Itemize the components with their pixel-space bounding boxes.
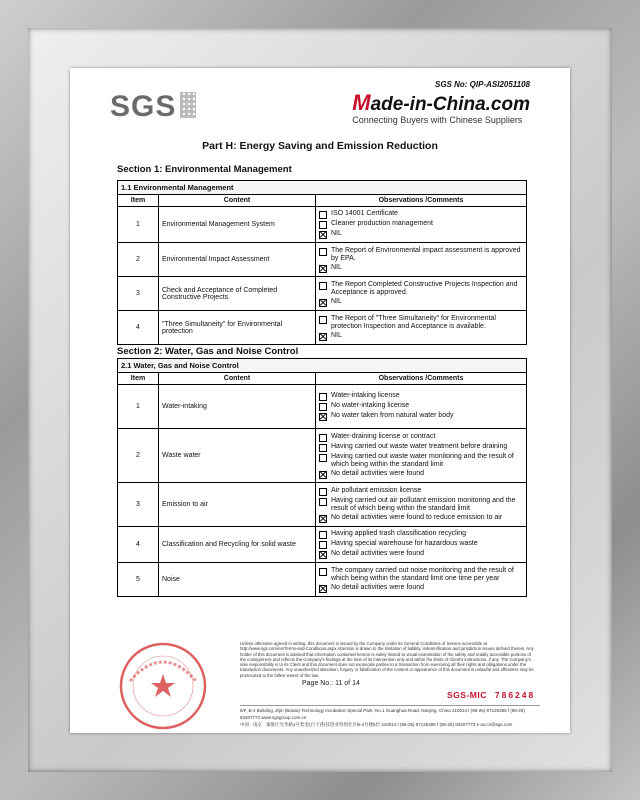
section1-subtitle: 1.1 Environmental Management [118,181,527,195]
observation-text: NIL [331,263,342,271]
observation-text: The company carried out noise monitoring and the result of which being within the standard limit one time per year [331,566,514,582]
observation-text: Cleaner production management [331,220,433,227]
col-content-header: Content [159,195,316,207]
empty-checkbox-icon [319,531,327,539]
footer-disclaimer: Unless otherwise agreed in writing, this document is issued by the Company under its General Conditions of Service accessible at http://www.sgs.com/en/Terms-and-Conditions.aspx Attention is drawn to the limitation of liability, indemnification and jurisdiction issues defined therein. Any holder of this document is advised that information contained hereon is solely limited to visual examination of the safety and readily accessible portions of the consignment and reflects the Company's findings at the time of its intervention only and within the limits of Client's instructions, if any. The Company's sole responsibility is to its Client and this document does not exonerate parties to a transaction from exercising all their rights and obligations under the transaction documents. Any unauthorized alteration, forgery or falsification of the content or appearance of this document is unlawful and offenders may be prosecuted to the fullest extent of the law. [240,641,534,678]
table-row [118,429,527,483]
observation-line [319,402,523,411]
item-number: 1 [118,207,159,243]
observation-line [319,470,523,479]
table-row [118,527,527,563]
checked-box-icon [319,265,327,273]
empty-checkbox-icon [319,454,327,462]
observation-text: No detail activities were found [331,583,424,591]
empty-checkbox-icon [319,568,327,576]
observation-line [319,298,523,307]
sgs-logo-grid-icon [180,92,196,118]
observations-cell [316,483,527,527]
observation-text: Having carried out waste water treatment before draining [331,442,508,450]
item-number: 4 [118,311,159,345]
item-number: 2 [118,243,159,277]
sgs-number: SGS No: QIP-ASI2051108 [435,80,530,89]
observations-cell [316,311,527,345]
checked-box-icon [319,585,327,593]
checked-box-icon [319,299,327,307]
observation-text: No water taken from natural water body [331,412,454,419]
observation-line [319,392,523,401]
checked-box-icon [319,515,327,523]
checked-box-icon [319,551,327,559]
observation-text: Having special warehouse for hazardous waste [331,540,478,547]
table-row [118,563,527,597]
observation-text: The Report Completed Constructive Projects Inspection and Acceptance is approved. [331,280,518,296]
content-cell: "Three Simultaneity" for Environmental protection [159,311,316,345]
table-row [118,207,527,243]
observation-line [319,315,523,331]
content-cell: Emission to air [159,483,316,527]
empty-checkbox-icon [319,403,327,411]
col-item-header: Item [118,195,159,207]
observation-line [319,530,523,539]
observation-text: No detail activities were found [331,550,424,557]
item-number: 5 [118,563,159,597]
mark-label: SGS-MIC [447,690,487,700]
content-cell: Noise [159,563,316,597]
made-in-china-logo [352,90,530,125]
sgs-logo [110,90,176,124]
observations-cell [316,243,527,277]
item-number: 1 [118,385,159,429]
observation-line [319,584,523,593]
company-seal-stamp [118,641,208,731]
table-row [118,311,527,345]
observation-text: The Report of "Three Simultaneity" for Environmental protection Inspection and Acceptance is available. [331,314,496,330]
observation-line [319,247,523,263]
observation-text: Air pollutant emission license [331,486,422,494]
table-row [118,277,527,311]
observation-text: ISO 14001 Certificate [331,210,398,217]
content-cell: Check and Acceptance of Completed Constructive Projects [159,277,316,311]
observation-text: Water-draining license or contract [331,432,436,440]
observation-text: No detail activities were found [331,469,424,477]
observations-cell [316,563,527,597]
checked-box-icon [319,413,327,421]
observations-cell [316,385,527,429]
content-cell: Environmental Management System [159,207,316,243]
empty-checkbox-icon [319,488,327,496]
observation-line [319,220,523,229]
observation-line [319,332,523,341]
observation-text: Having carried out waste water monitoring and the result of which being within the standard limit [331,452,514,468]
sgs-mic-mark [447,690,535,700]
col-obs-header: Observations /Comments [316,373,527,385]
table-row [118,385,527,429]
observation-line [319,412,523,421]
address-cn: 中国 · 南京 · 秦淮区光华路1号紫金(白下)科技创业特别社区B-4号楼5层 210014 t (86-25) 87125395 f (86-25) 83407773 e as.cn@sgs.com [240,722,513,727]
observations-cell [316,207,527,243]
observation-line [319,433,523,442]
content-cell: Water-intaking [159,385,316,429]
item-number: 2 [118,429,159,483]
observation-line [319,264,523,273]
content-cell: Environmental Impact Assessment [159,243,316,277]
observation-text: Having applied trash classification recycling [331,530,467,537]
section2-subtitle: 2.1 Water, Gas and Noise Control [118,359,527,373]
col-item-header: Item [118,373,159,385]
observation-text: NIL [331,331,342,339]
observation-line [319,443,523,452]
address-en: 5/F, B-4 Building, Zijin (Baixia) Technology Incubation Special Park, No.1 Guanghua Road, Nanjing, China 210014 t (86-25) 87125395 f (86-25) 83407773 www.sgsgroup.com.cn [240,708,525,720]
page-number: Page No.: 11 of 14 [302,680,360,687]
observations-cell [316,527,527,563]
mic-logo-m: M [352,90,371,115]
mark-number: 786248 [494,690,536,700]
mic-tagline: Connecting Buyers with Chinese Suppliers [352,115,523,125]
observation-text: Water-intaking license [331,392,400,399]
observation-line [319,567,523,583]
checked-box-icon [319,471,327,479]
part-title: Part H: Energy Saving and Emission Reduction [202,140,438,152]
section2-table [117,358,527,597]
observation-line [319,281,523,297]
observation-text: No detail activities were found to reduce emission to air [331,513,503,521]
observation-line [319,550,523,559]
empty-checkbox-icon [319,221,327,229]
empty-checkbox-icon [319,211,327,219]
col-obs-header: Observations /Comments [316,195,527,207]
observation-text: NIL [331,230,342,237]
table-row [118,243,527,277]
empty-checkbox-icon [319,248,327,256]
certificate-page [70,68,570,733]
observations-cell [316,429,527,483]
observation-line [319,497,523,513]
observation-text: No water-intaking license [331,402,410,409]
empty-checkbox-icon [319,393,327,401]
mic-logo-text: ade-in-China.com [370,94,530,115]
item-number: 3 [118,483,159,527]
observation-line [319,210,523,219]
table-row [118,483,527,527]
observations-cell [316,277,527,311]
section1-title: Section 1: Environmental Management [117,164,292,175]
sgs-logo-text: SGS [110,90,177,123]
observation-line [319,230,523,239]
empty-checkbox-icon [319,498,327,506]
empty-checkbox-icon [319,434,327,442]
content-cell: Classification and Recycling for solid waste [159,527,316,563]
section2-title: Section 2: Water, Gas and Noise Control [117,346,299,357]
observation-text: The Report of Environmental impact assessment is approved by EPA. [331,246,521,262]
observation-line [319,453,523,469]
item-number: 4 [118,527,159,563]
section1-table [117,180,527,345]
empty-checkbox-icon [319,282,327,290]
empty-checkbox-icon [319,444,327,452]
checked-box-icon [319,231,327,239]
footer-address [240,705,540,728]
observation-text: NIL [331,297,342,305]
empty-checkbox-icon [319,316,327,324]
observation-line [319,540,523,549]
observation-line [319,514,523,523]
item-number: 3 [118,277,159,311]
observation-text: Having carried out air pollutant emission monitoring and the result of which being within the standard limit [331,496,516,512]
col-content-header: Content [159,373,316,385]
observation-line [319,487,523,496]
empty-checkbox-icon [319,541,327,549]
checked-box-icon [319,333,327,341]
content-cell: Waste water [159,429,316,483]
